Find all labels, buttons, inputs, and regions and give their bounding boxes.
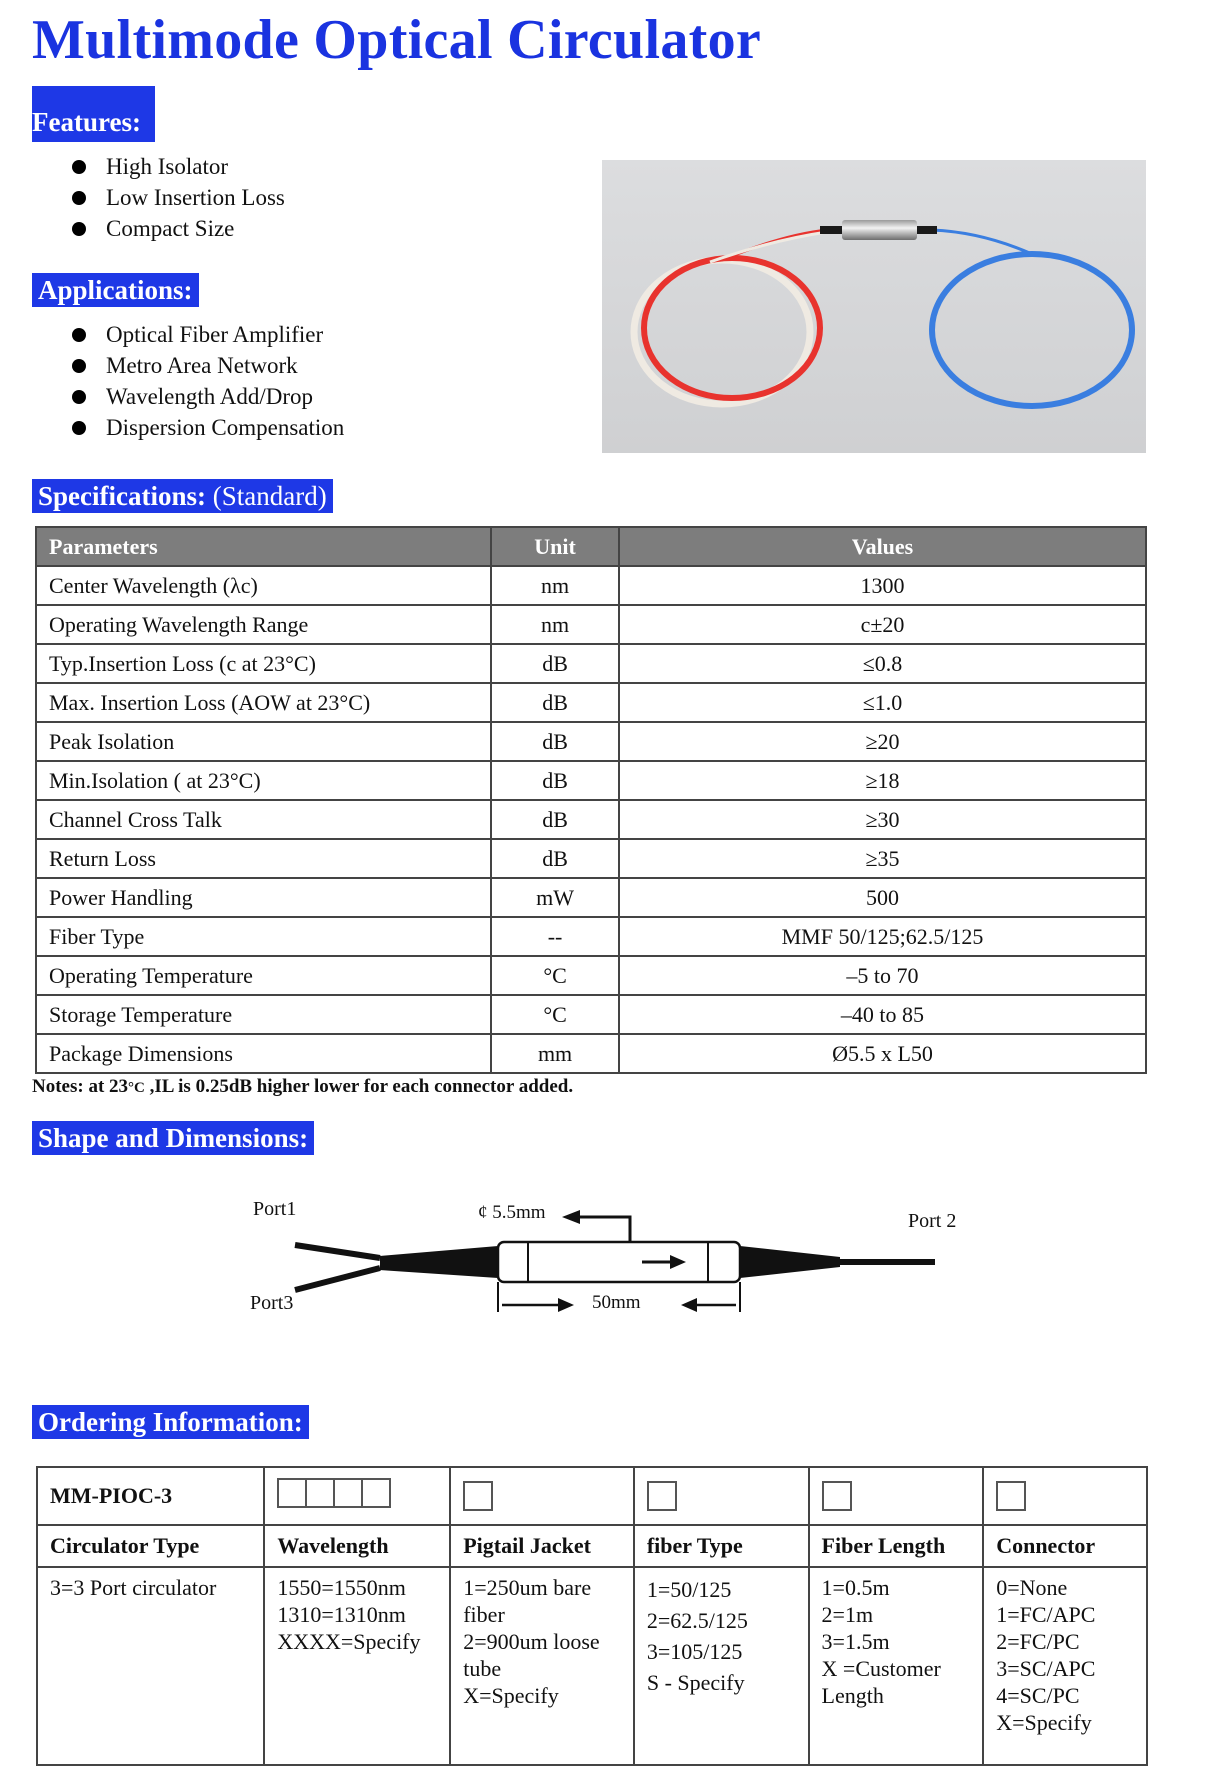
wavelength-code-boxes [264,1467,450,1525]
column-header: fiber Type [634,1525,809,1567]
table-row: Typ.Insertion Loss (c at 23°C) dB ≤0.8 [36,644,1146,683]
ordering-heading: Ordering Information: [32,1405,309,1439]
code-box[interactable] [647,1481,677,1511]
column-header: Pigtail Jacket [450,1525,634,1567]
table-row: Operating Temperature °C –5 to 70 [36,956,1146,995]
column-header: Fiber Length [809,1525,984,1567]
specifications-table [35,526,1147,1074]
list-item: High Isolator [32,151,285,182]
features-heading: Features: [32,86,155,142]
applications-list [32,319,344,443]
features-list [32,151,285,244]
column-header: Wavelength [264,1525,450,1567]
list-item: Optical Fiber Amplifier [32,319,344,350]
port1-label: Port1 [253,1198,297,1220]
table-row: Max. Insertion Loss (AOW at 23°C) dB ≤1.0 [36,683,1146,722]
table-row: Power Handling mW 500 [36,878,1146,917]
product-photo [602,160,1146,453]
list-item: Metro Area Network [32,350,344,381]
code-box[interactable] [333,1478,363,1508]
port2-label: Port 2 [908,1210,957,1232]
applications-heading: Applications: [32,273,199,307]
table-row: Operating Wavelength Range nm c±20 [36,605,1146,644]
column-header: Values [619,527,1146,566]
code-box[interactable] [277,1478,307,1508]
list-item: Wavelength Add/Drop [32,381,344,412]
table-row: Peak Isolation dB ≥20 [36,722,1146,761]
list-item: Low Insertion Loss [32,182,285,213]
shape-heading: Shape and Dimensions: [32,1121,314,1155]
table-header [36,527,1146,566]
column-header: Circulator Type [37,1525,264,1567]
table-row: Min.Isolation ( at 23°C) dB ≥18 [36,761,1146,800]
specifications-heading: Specifications: (Standard) [32,479,333,513]
table-row: Package Dimensions mm Ø5.5 x L50 [36,1034,1146,1073]
option-cell: 1=0.5m 2=1m 3=1.5m X =Customer Length [809,1567,984,1765]
table-row: Channel Cross Talk dB ≥30 [36,800,1146,839]
table-row: Fiber Type -- MMF 50/125;62.5/125 [36,917,1146,956]
option-cell: 1550=1550nm 1310=1310nm XXXX=Specify [264,1567,450,1765]
option-cell: 0=None 1=FC/APC 2=FC/PC 3=SC/APC 4=SC/PC X=Specify [983,1567,1147,1765]
list-item: Compact Size [32,213,285,244]
dimension-diagram [240,1190,980,1340]
model-code: MM-PIOC-3 [37,1467,264,1525]
column-header: Connector [983,1525,1147,1567]
diameter-label: ¢ 5.5mm [478,1202,546,1223]
code-box[interactable] [463,1481,493,1511]
port3-label: Port3 [250,1292,294,1314]
option-cell: 1=250um bare fiber 2=900um loose tube X=Specify [450,1567,634,1765]
table-row: Storage Temperature °C –40 to 85 [36,995,1146,1034]
list-item: Dispersion Compensation [32,412,344,443]
column-header: Unit [491,527,619,566]
code-box[interactable] [822,1481,852,1511]
column-header: Parameters [36,527,491,566]
spec-notes: Notes: at 23°C ,IL is 0.25dB higher lower for each connector added. [32,1076,574,1097]
code-box[interactable] [996,1481,1026,1511]
code-box[interactable] [361,1478,391,1508]
page-title: Multimode Optical Circulator [32,9,762,71]
code-box[interactable] [305,1478,335,1508]
table-row: Center Wavelength (λc) nm 1300 [36,566,1146,605]
option-cell: 3=3 Port circulator [37,1567,264,1765]
table-row: Return Loss dB ≥35 [36,839,1146,878]
option-cell: 1=50/125 2=62.5/125 3=105/125 S - Specify [634,1567,809,1765]
length-label: 50mm [592,1292,641,1313]
ordering-table [36,1466,1148,1766]
